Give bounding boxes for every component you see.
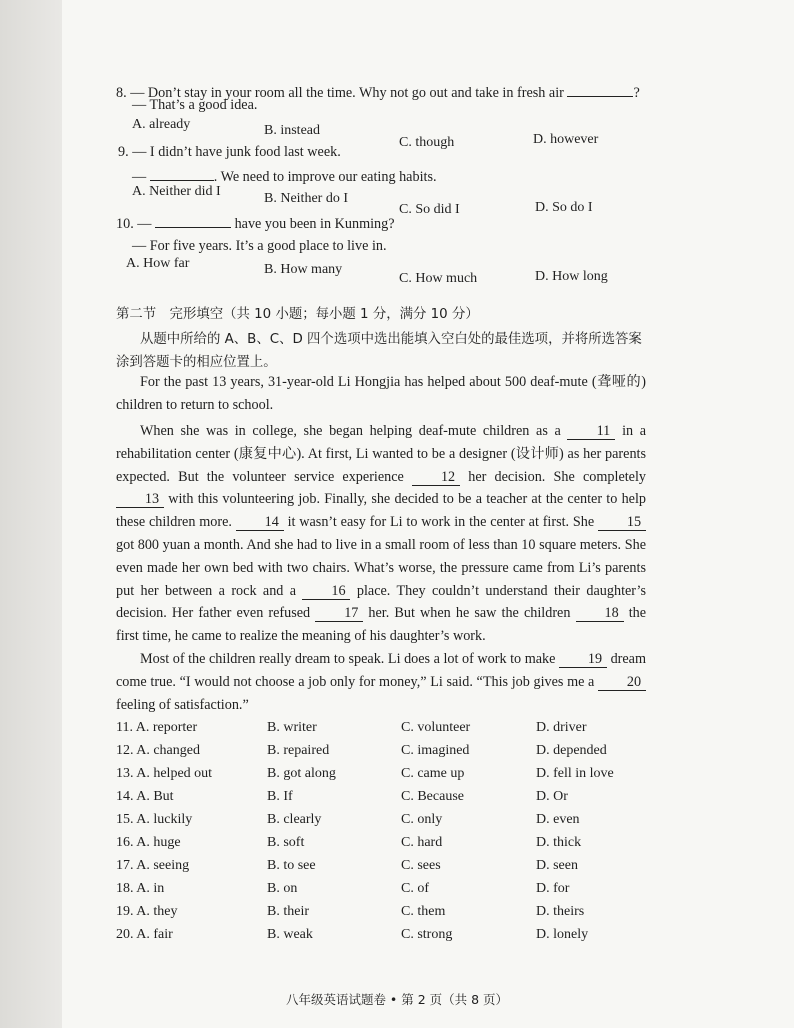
choice-17-a: 17. A. seeing <box>116 858 190 873</box>
q8-blank <box>567 82 633 97</box>
passage-p2-text-9: the first time, he came to realize the meaning of his daughter’s work. <box>116 605 647 645</box>
passage-p2-text-3: her decision. She completely <box>468 468 647 485</box>
choice-11-a: 11. A. reporter <box>116 720 198 735</box>
q10-blank <box>155 213 231 228</box>
choice-20-b: B. weak <box>267 927 313 942</box>
choice-13-a: 13. A. helped out <box>116 766 213 781</box>
q9-option-c: C. So did I <box>399 202 460 217</box>
section2-instruction-2: 涂到答题卡的相应位置上。 <box>116 355 277 370</box>
scan-left-margin <box>0 0 62 1028</box>
choice-16-c: C. hard <box>401 835 443 850</box>
q10-line1-text: have you been in Kunming? <box>234 216 395 232</box>
q9-option-d: D. So do I <box>535 200 593 215</box>
blank-17: 17 <box>315 605 363 622</box>
choice-13-c: C. came up <box>401 766 465 781</box>
q8-option-c: C. though <box>399 135 455 150</box>
passage-p2-text-6: got 800 yuan a month. And she had to live in a small room of less than 10 square meters. She even made her own bed with two chairs. What’s worse, the pressure came from Li’s parents put her between a rock and a <box>116 536 646 599</box>
choice-12-c: C. imagined <box>401 743 470 758</box>
passage-p2-text-8: her. But when he saw the children <box>368 605 571 622</box>
blank-19: 19 <box>559 651 607 668</box>
passage-p3-text-2: dream come true. “I would not choose a job only for money,” Li said. “This job gives me a <box>116 651 647 690</box>
passage-p3-text-3: feeling of satisfaction.” <box>116 696 249 713</box>
choice-11-d: D. driver <box>536 720 587 735</box>
choice-19-a: 19. A. they <box>116 904 178 919</box>
passage-p1-line1: For the past 13 years, 31-year-old Li Hongjia has helped about 500 deaf-mute (聋哑的) <box>140 374 646 390</box>
choice-15-a: 15. A. luckily <box>116 812 193 827</box>
choice-12-a: 12. A. changed <box>116 743 200 758</box>
q10-option-c: C. How much <box>399 271 478 286</box>
q9-line1: 9. — I didn’t have junk food last week. <box>118 144 341 160</box>
blank-20: 20 <box>598 674 646 691</box>
blank-16: 16 <box>302 583 350 600</box>
choice-14-b: B. If <box>267 789 293 804</box>
blank-18: 18 <box>576 605 624 622</box>
choice-14-d: D. Or <box>536 789 568 804</box>
blank-15: 15 <box>598 514 646 531</box>
blank-14: 14 <box>236 514 284 531</box>
choice-18-c: C. of <box>401 881 429 896</box>
q10-line1 <box>116 213 395 233</box>
q9-line2-text: . We need to improve our eating habits. <box>213 169 437 185</box>
choice-12-d: D. depended <box>536 743 607 758</box>
choice-13-d: D. fell in love <box>536 766 614 781</box>
passage-paragraph-1 <box>116 371 646 417</box>
choice-18-b: B. on <box>267 881 298 896</box>
q8-prompt: 8. — Don’t stay in your room all the time. Why not go out and take in fresh air <box>116 85 564 101</box>
blank-11: 11 <box>567 423 615 440</box>
choice-20-a: 20. A. fair <box>116 927 173 942</box>
choice-14-a: 14. A. But <box>116 789 174 804</box>
q9-option-a: A. Neither did I <box>132 184 221 199</box>
choice-17-c: C. sees <box>401 858 441 873</box>
choice-18-a: 18. A. in <box>116 881 165 896</box>
q10-option-a: A. How far <box>126 256 190 271</box>
passage-p2-text-5: it wasn’t easy for Li to work in the center at first. She <box>287 514 595 531</box>
choice-15-d: D. even <box>536 812 580 827</box>
passage-paragraph-2 <box>116 420 646 648</box>
blank-12: 12 <box>412 469 460 486</box>
choice-12-b: B. repaired <box>267 743 330 758</box>
passage-p2-text-4: with this volunteering job. Finally, she decided to be a teacher at the center to help these children more. <box>116 491 647 531</box>
q8-option-b: B. instead <box>264 123 320 138</box>
passage-paragraph-3 <box>116 648 646 716</box>
section2-heading: 第二节 完形填空（共 10 小题；每小题 1 分，满分 10 分） <box>116 307 479 322</box>
page-footer: 八年级英语试题卷 • 第 2 页（共 8 页） <box>285 992 509 1007</box>
choice-16-a: 16. A. huge <box>116 835 181 850</box>
choice-13-b: B. got along <box>267 766 336 781</box>
q10-option-b: B. How many <box>264 262 343 277</box>
q9-option-b: B. Neither do I <box>264 191 348 206</box>
passage-p2-text-1: When she was in college, she began helping deaf-mute children as a <box>140 423 561 439</box>
choice-17-b: B. to see <box>267 858 316 873</box>
choice-14-c: C. Because <box>401 789 464 804</box>
choice-11-b: B. writer <box>267 720 317 735</box>
q8-line2: — That’s a good idea. <box>132 97 258 113</box>
q10-line2: — For five years. It’s a good place to live in. <box>132 238 387 254</box>
choice-15-b: B. clearly <box>267 812 322 827</box>
choice-19-c: C. them <box>401 904 446 919</box>
choice-11-c: C. volunteer <box>401 720 471 735</box>
q10-dash: 10. — <box>116 216 152 232</box>
section2-instruction-1: 从题中所给的 A、B、C、D 四个选项中选出能填入空白处的最佳选项，并将所选答案 <box>140 332 642 347</box>
choice-20-d: D. lonely <box>536 927 589 942</box>
choice-15-c: C. only <box>401 812 443 827</box>
passage-p3-text-1: Most of the children really dream to speak. Li does a lot of work to make <box>140 651 556 667</box>
q8-option-d: D. however <box>533 132 599 147</box>
choice-19-b: B. their <box>267 904 309 919</box>
passage-p1-line2: children to return to school. <box>116 396 274 413</box>
choice-16-b: B. soft <box>267 835 305 850</box>
choice-17-d: D. seen <box>536 858 578 873</box>
choice-20-c: C. strong <box>401 927 453 942</box>
blank-13: 13 <box>116 491 164 508</box>
q8-option-a: A. already <box>132 117 191 132</box>
choice-16-d: D. thick <box>536 835 582 850</box>
q8-question-mark: ? <box>633 85 640 101</box>
passage-p2-text-7: place. They couldn’t understand their daughter’s decision. Her father even refused <box>116 582 647 622</box>
passage-p2-text-2: in a rehabilitation center (康复中心). At first, Li wanted to be a designer (设计师) as her parents expected. But the volunteer service experience <box>116 423 647 485</box>
choice-18-d: D. for <box>536 881 570 896</box>
q9-blank <box>150 166 214 181</box>
q10-option-d: D. How long <box>535 269 608 284</box>
q9-dash: — <box>132 169 147 185</box>
choice-19-d: D. theirs <box>536 904 585 919</box>
